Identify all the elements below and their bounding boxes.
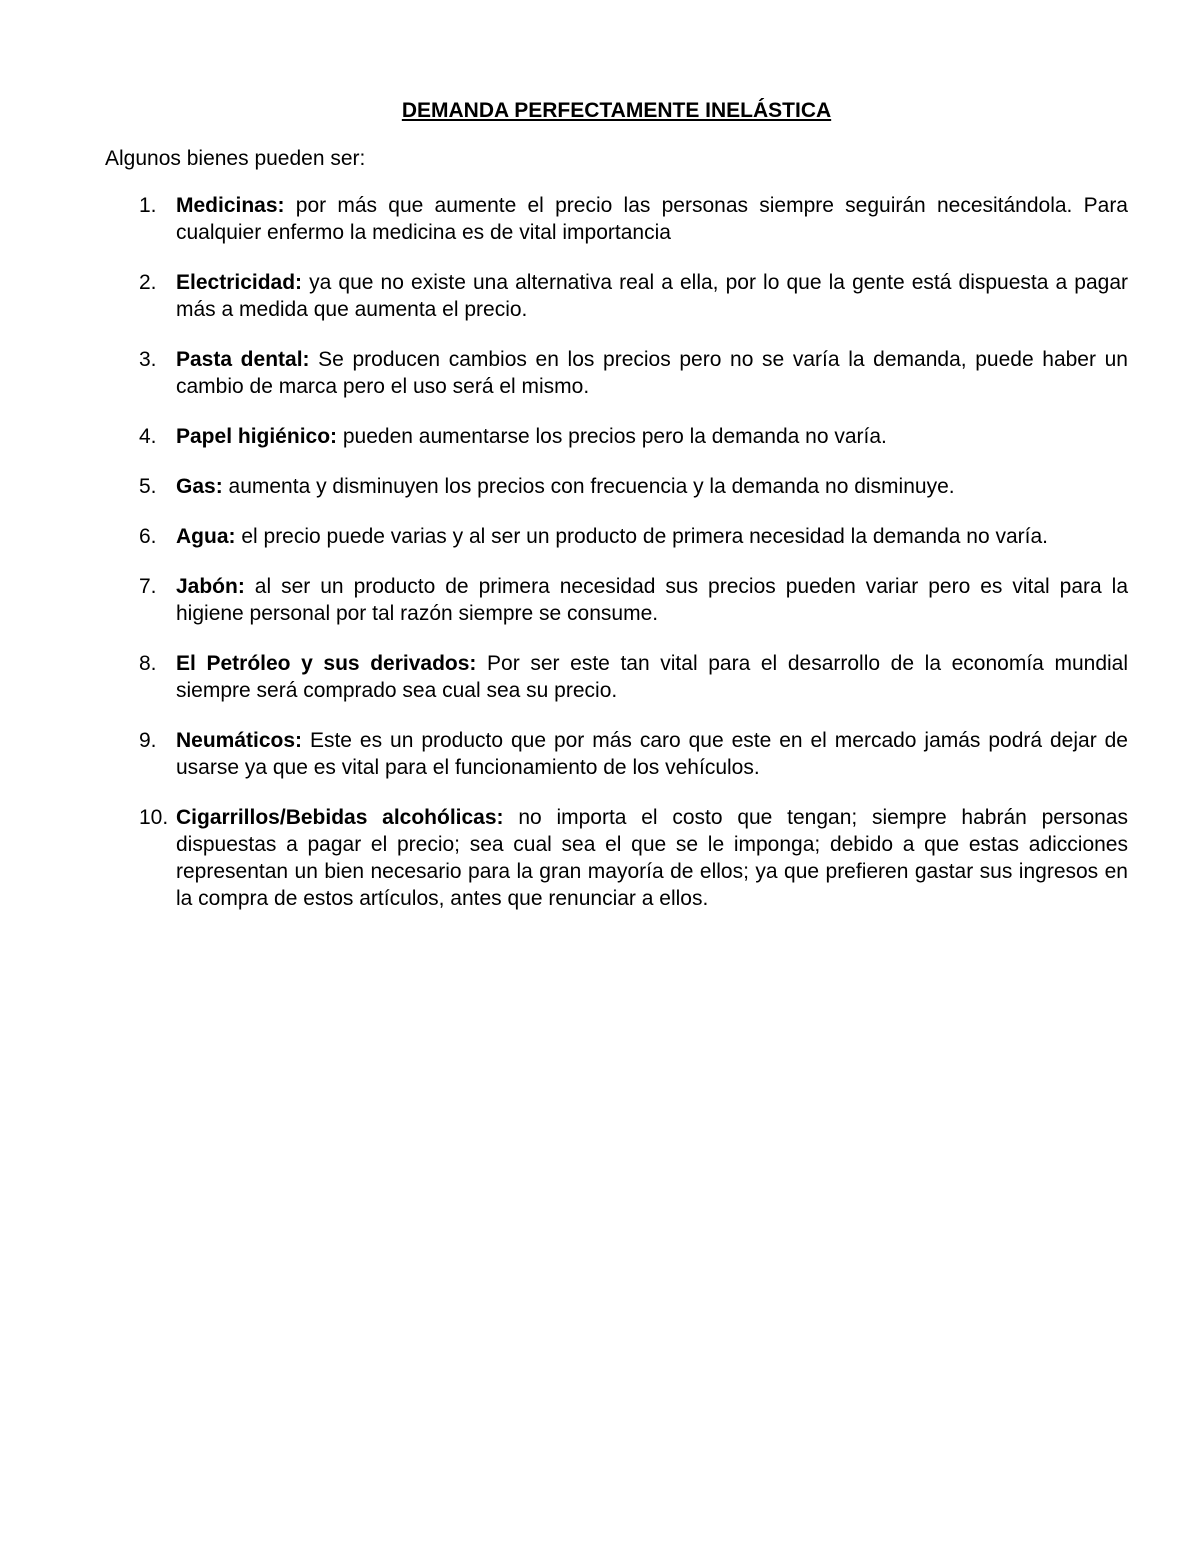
goods-list — [105, 192, 1128, 912]
list-item-text: Por ser este tan vital para el desarrollo de la economía mundial siempre será comprado sea cual sea su precio. — [176, 652, 1129, 702]
list-item — [105, 523, 1128, 550]
list-item-number: 6. — [139, 525, 157, 548]
list-item — [105, 804, 1128, 912]
list-item-term: Papel higiénico: — [176, 425, 338, 448]
list-item-number: 7. — [139, 575, 157, 598]
list-item-number: 4. — [139, 425, 157, 448]
list-item-term: Neumáticos: — [176, 729, 303, 752]
list-item-term: Cigarrillos/Bebidas alcohólicas: — [176, 806, 504, 829]
list-item-number: 2. — [139, 271, 157, 294]
list-item-term: Pasta dental: — [176, 348, 310, 371]
list-item — [105, 473, 1128, 500]
list-item-number: 10. — [139, 806, 169, 829]
list-item-text: Este es un producto que por más caro que este en el mercado jamás podrá dejar de usarse ya que es vital para el funcionamiento de los vehículos. — [176, 729, 1128, 779]
list-item-number: 3. — [139, 348, 157, 371]
list-item — [105, 423, 1128, 450]
list-item — [105, 650, 1128, 704]
list-item-text: pueden aumentarse los precios pero la demanda no varía. — [337, 425, 887, 448]
list-item-term: Jabón: — [176, 575, 245, 598]
list-item-text: ya que no existe una alternativa real a ella, por lo que la gente está dispuesta a pagar más a medida que aumenta el precio. — [176, 271, 1128, 321]
list-item-term: Electricidad: — [176, 271, 303, 294]
list-item — [105, 727, 1128, 781]
list-item-text: aumenta y disminuyen los precios con frecuencia y la demanda no disminuye. — [222, 475, 955, 498]
list-item-term: El Petróleo y sus derivados: — [176, 652, 477, 675]
list-item — [105, 573, 1128, 627]
list-item-text: al ser un producto de primera necesidad sus precios pueden variar pero es vital para la higiene personal por tal razón siempre se consume. — [176, 575, 1128, 625]
list-item — [105, 346, 1128, 400]
list-item-term: Gas: — [176, 475, 223, 498]
list-item-number: 9. — [139, 729, 157, 752]
list-item-number: 8. — [139, 652, 157, 675]
intro-paragraph: Algunos bienes pueden ser: — [105, 147, 366, 170]
list-item — [105, 269, 1128, 323]
list-item-term: Medicinas: — [176, 194, 285, 217]
list-item-number: 1. — [139, 194, 157, 217]
list-item-text: Se producen cambios en los precios pero no se varía la demanda, puede haber un cambio de marca pero el uso será el mismo. — [176, 348, 1128, 398]
list-item-text: por más que aumente el precio las personas siempre seguirán necesitándola. Para cualquier enfermo la medicina es de vital importancia — [176, 194, 1128, 244]
document-title: DEMANDA PERFECTAMENTE INELÁSTICA — [401, 99, 832, 122]
list-item-number: 5. — [139, 475, 157, 498]
list-item — [105, 192, 1128, 246]
list-item-text: el precio puede varias y al ser un producto de primera necesidad la demanda no varía. — [235, 525, 1048, 548]
list-item-text: no importa el costo que tengan; siempre habrán personas dispuestas a pagar el precio; sea cual sea el que se le imponga; debido a que estas adicciones representan un bien necesario para la gran mayoría de ellos; ya que prefieren gastar sus ingresos en la compra de estos artículos, antes que renunciar a ellos. — [176, 806, 1128, 910]
list-item-term: Agua: — [176, 525, 236, 548]
